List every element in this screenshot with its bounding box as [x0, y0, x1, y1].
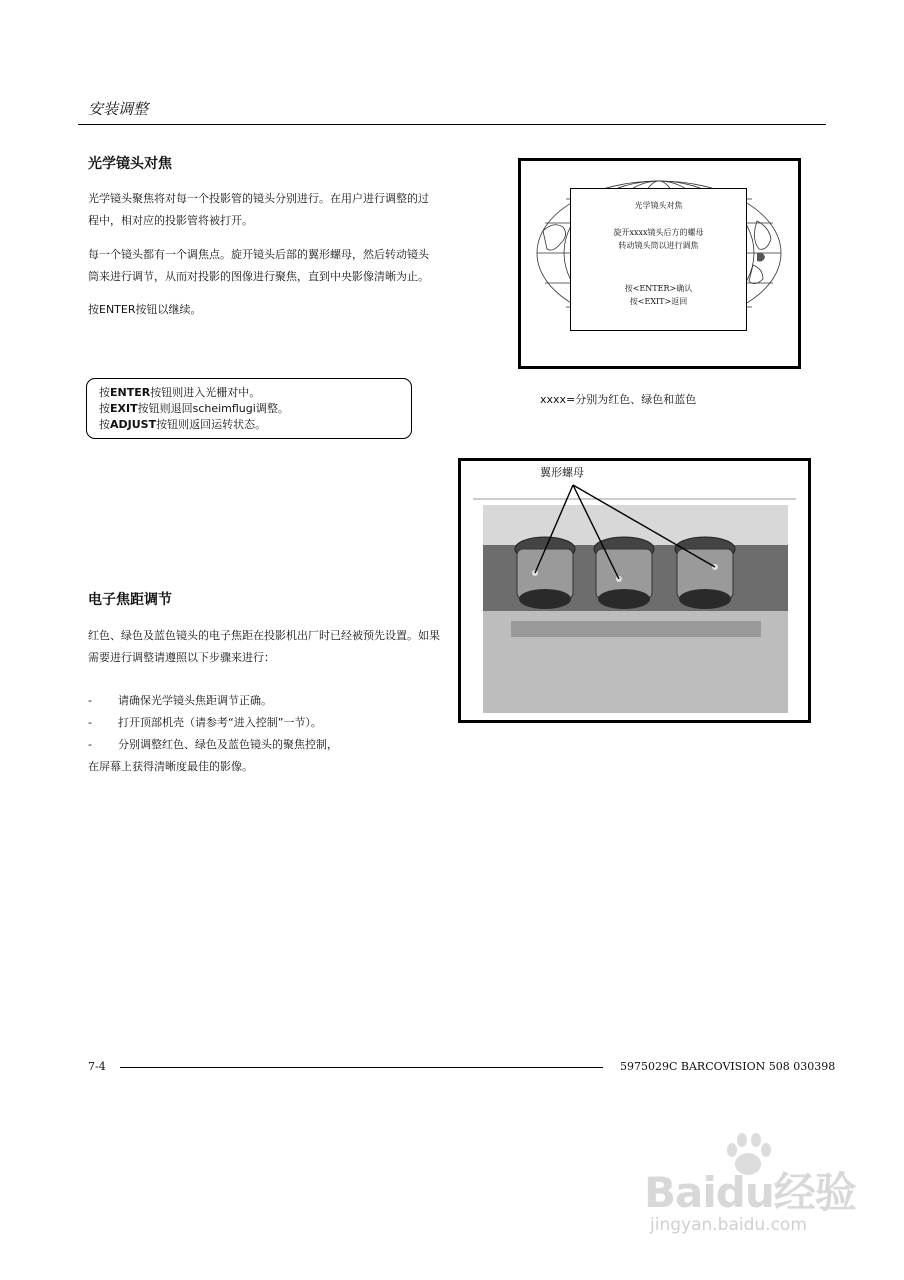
- footer-page-number: 7-4: [88, 1060, 106, 1073]
- osd-menu-line-2: 转动镜头筒以进行调焦: [618, 241, 699, 250]
- osd-menu-title: 光学镜头对焦: [634, 201, 683, 210]
- page-header-title: 安装调整: [88, 100, 149, 118]
- optical-focus-para-1: 光学镜头聚焦将对每一个投影管的镜头分别进行。在用户进行调整的过程中，相对应的投影管将被打开。: [88, 192, 429, 227]
- list-dash-2: -: [88, 716, 92, 729]
- header-rule: [78, 124, 826, 125]
- electronic-focus-para: 红色、绿色及蓝色镜头的电子焦距在投影机出厂时已经被预先设置。如果需要进行调整请遵照以下步骤来进行：: [88, 629, 440, 664]
- osd-caption: xxxx=分别为红色、绿色和蓝色: [540, 393, 697, 406]
- section-heading-electronic-focus: 电子焦距调节: [88, 592, 172, 608]
- optical-focus-para-3: 按ENTER按钮以继续。: [88, 303, 202, 316]
- footer-rule: [120, 1067, 603, 1068]
- instruction-line-exit: 按EXIT按钮则退回scheimflugi调整。: [99, 402, 289, 415]
- optical-focus-para-2: 每一个镜头都有一个调焦点。旋开镜头后部的翼形螺母，然后转动镜头筒来进行调节，从而对投影的图像进行聚焦，直到中央影像清晰为止。: [88, 248, 429, 283]
- watermark-url: jingyan.baidu.com: [650, 1215, 807, 1235]
- key-instructions-box: [86, 378, 412, 439]
- osd-menu-exit: 按<EXIT>返回: [629, 297, 688, 306]
- baidu-watermark: [644, 1142, 856, 1217]
- section-heading-optical-focus: 光学镜头对焦: [88, 156, 172, 172]
- osd-menu-enter: 按<ENTER>确认: [624, 284, 693, 293]
- osd-menu-line-1: 旋开xxxx镜头后方的螺母: [613, 228, 704, 237]
- watermark-brand: Baidu经验: [644, 1168, 856, 1217]
- list-dash-1: -: [88, 694, 92, 707]
- lens-photo-frame: [458, 458, 811, 723]
- list-tail: 在屏幕上获得清晰度最佳的影像。: [88, 760, 253, 773]
- instruction-line-enter: 按ENTER按钮则进入光栅对中。: [99, 386, 261, 399]
- osd-menu-panel: [570, 188, 747, 331]
- footer-doc-id: 5975029C BARCOVISION 508 030398: [620, 1060, 836, 1073]
- instruction-line-adjust: 按ADJUST按钮则返回运转状态。: [99, 418, 267, 431]
- projector-lenses-photo: [461, 461, 808, 720]
- list-item-2: 打开顶部机壳（请参考“进入控制”一节）。: [118, 716, 322, 729]
- wing-nut-label: 翼形螺母: [540, 466, 584, 479]
- list-item-1: 请确保光学镜头焦距调节正确。: [118, 694, 272, 707]
- list-item-3: 分别调整红色、绿色及蓝色镜头的聚焦控制，: [118, 738, 338, 751]
- list-dash-3: -: [88, 738, 92, 751]
